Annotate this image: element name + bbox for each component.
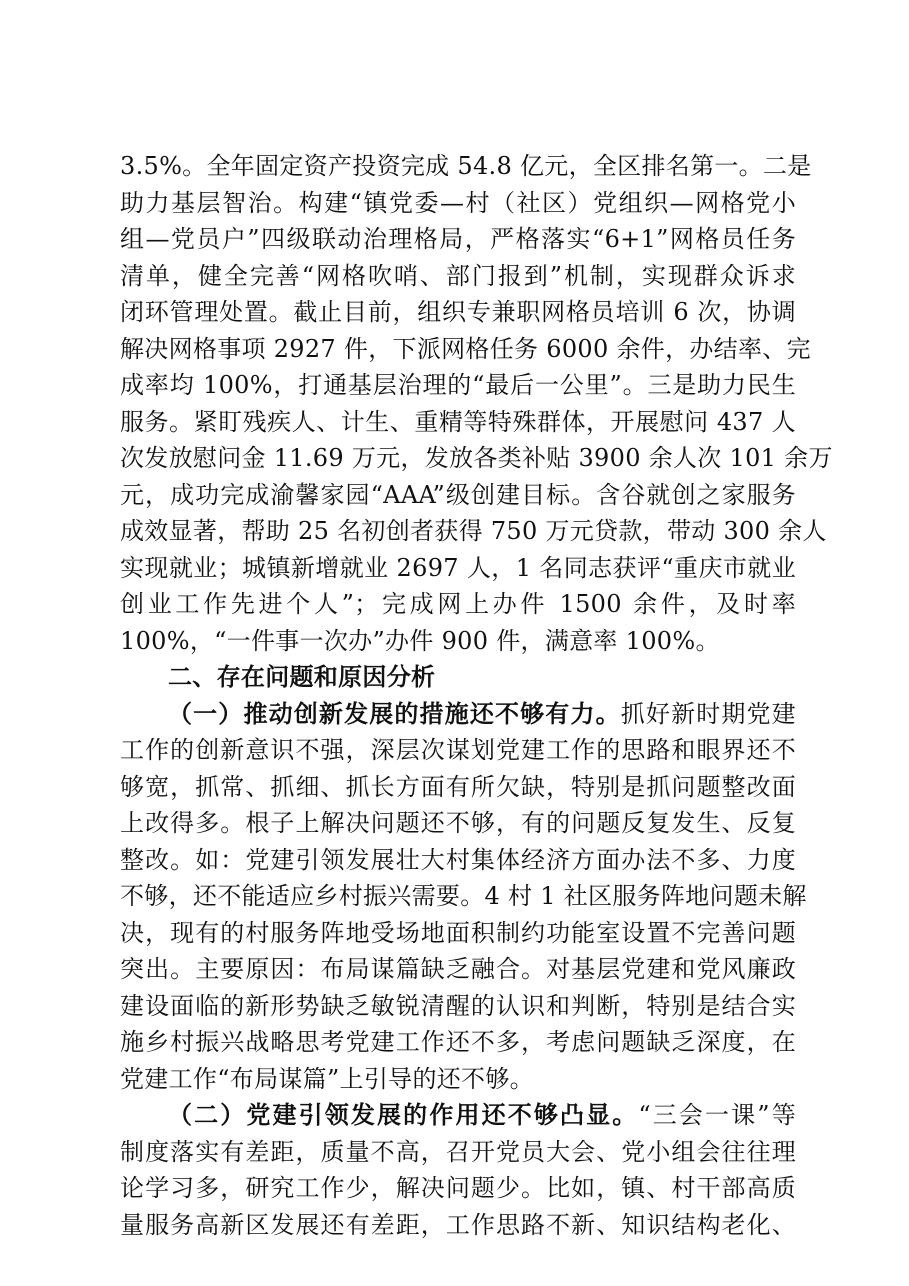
text-line: 次发放慰问金 11.69 万元，发放各类补贴 3900 余人次 101 余万 bbox=[120, 444, 833, 472]
text-line: 够宽，抓常、抓细、抓长方面有所欠缺，特别是抓问题整改面 bbox=[120, 772, 796, 801]
text-line: 量服务高新区发展还有差距，工作思路不新、知识结构老化、 bbox=[120, 1210, 796, 1239]
text-line: 施乡村振兴战略思考党建工作还不多，考虑问题缺乏深度，在 bbox=[120, 1028, 796, 1056]
text-line: 整改。如：党建引领发展壮大村集体经济方面办法不多、力度 bbox=[120, 845, 796, 874]
text-line: 组—党员户”四级联动治理格局，严格落实“6+1”网格员任务 bbox=[120, 225, 796, 253]
text-line: 闭环管理处置。截止目前，组织专兼职网格员培训 6 次，协调 bbox=[120, 298, 796, 326]
paragraph-achievements bbox=[120, 148, 833, 659]
text-line: 解决网格事项 2927 件，下派网格任务 6000 余件，办结率、完 bbox=[120, 334, 811, 363]
text-line: 上改得多。根子上解决问题还不够，有的问题反复发生、反复 bbox=[120, 809, 796, 837]
text-segment: 抓好新时期党建 bbox=[620, 699, 796, 728]
text-line: 服务。紧盯残疾人、计生、重精等特殊群体，开展慰问 437 人 bbox=[120, 407, 796, 436]
text-line: 元，成功完成渝馨家园“AAA”级创建目标。含谷就创之家服务 bbox=[120, 480, 796, 509]
subsection-title: （二）党建引领发展的作用还不够凸显。 bbox=[168, 1100, 639, 1129]
paragraph-problem-1 bbox=[120, 696, 807, 1098]
text-line: 突出。主要原因：布局谋篇缺乏融合。对基层党建和党风廉政 bbox=[120, 955, 796, 983]
text-line: 决，现有的村服务阵地受场地面积制约功能室设置不完善问题 bbox=[120, 918, 796, 947]
text-line: 工作的创新意识不强，深层次谋划党建工作的思路和眼界还不 bbox=[120, 736, 796, 764]
document-page bbox=[120, 148, 833, 1243]
text-line bbox=[120, 696, 796, 733]
text-line: 党建工作“布局谋篇”上引导的还不够。 bbox=[120, 1064, 534, 1093]
text-line: 实现就业；城镇新增就业 2697 人，1 名同志获评“重庆市就业 bbox=[120, 553, 796, 582]
section-heading: 二、存在问题和原因分析 bbox=[168, 663, 436, 691]
text-line: 建设面临的新形势缺乏敏锐清醒的认识和判断，特别是结合实 bbox=[120, 991, 796, 1020]
text-line: 3.5%。全年固定资产投资完成 54.8 亿元，全区排名第一。二是 bbox=[120, 152, 812, 180]
paragraph-problem-2 bbox=[120, 1097, 796, 1243]
text-line: 制度落实有差距，质量不高，召开党员大会、党小组会往往理 bbox=[120, 1137, 796, 1166]
text-line: 创业工作先进个人”；完成网上办件 1500 余件，及时率 bbox=[120, 590, 796, 618]
text-line: 论学习多，研究工作少，解决问题少。比如，镇、村干部高质 bbox=[120, 1174, 796, 1202]
text-line: 助力基层智治。构建“镇党委—村（社区）党组织—网格党小 bbox=[120, 188, 796, 217]
subsection-title: （一）推动创新发展的措施还不够有力。 bbox=[168, 698, 621, 728]
text-line bbox=[120, 1097, 796, 1134]
text-line: 成率均 100%，打通基层治理的“最后一公里”。三是助力民生 bbox=[120, 371, 796, 399]
text-line: 不够，还不能适应乡村振兴需要。4 村 1 社区服务阵地问题未解 bbox=[120, 882, 807, 910]
text-line: 成效显著，帮助 25 名初创者获得 750 万元贷款，带动 300 余人 bbox=[120, 517, 827, 545]
text-line: 100%，“一件事一次办”办件 900 件，满意率 100%。 bbox=[120, 626, 720, 655]
text-line: 清单，健全完善“网格吹哨、部门报到”机制，实现群众诉求 bbox=[120, 261, 796, 290]
text-segment: “三会一课”等 bbox=[638, 1101, 797, 1129]
